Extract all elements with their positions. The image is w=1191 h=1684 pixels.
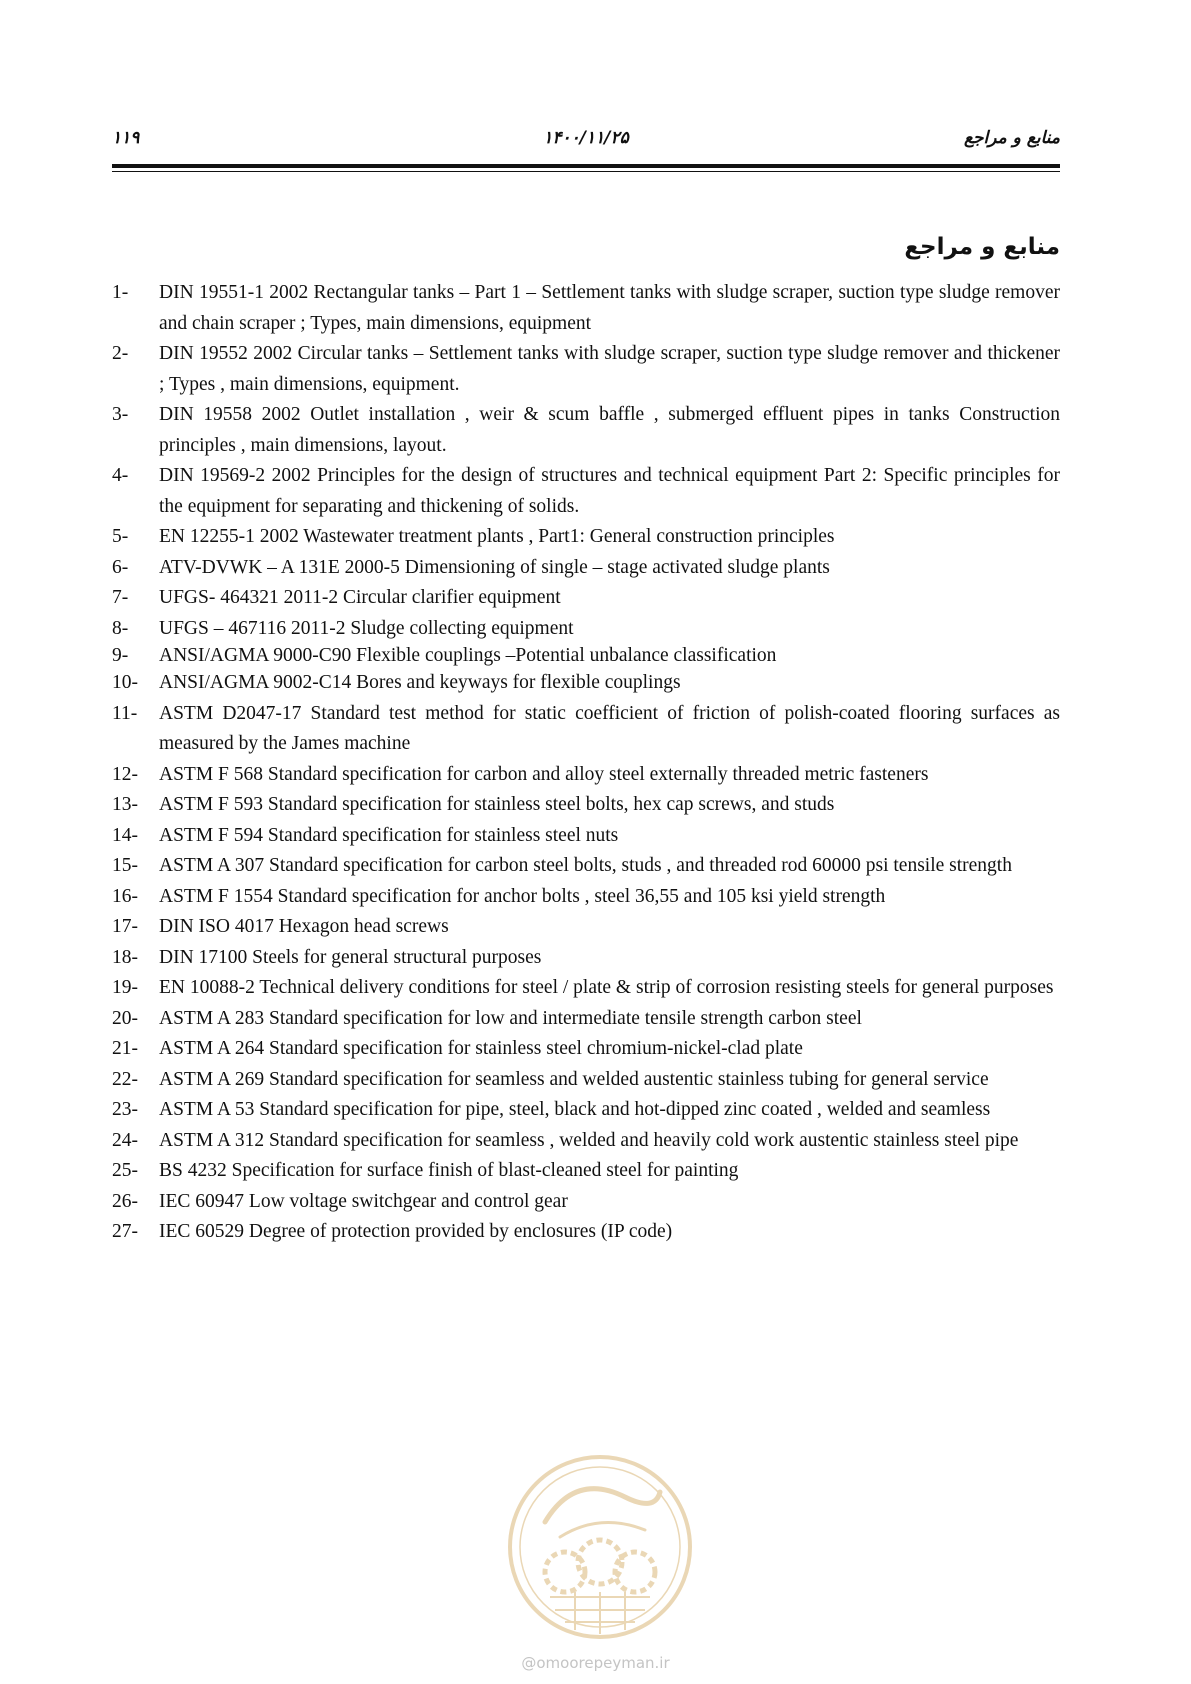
reference-number: 14- [112,824,138,846]
seal-grid [550,1592,650,1634]
reference-text: ASTM A 269 Standard specification for seamless and welded austentic stainless tubing for general service [159,1068,989,1090]
reference-number: 25- [112,1160,138,1181]
reference-number: 5- [112,526,129,547]
reference-text: ASTM F 568 Standard specification for carbon and alloy steel externally threaded metric fasteners [159,763,929,785]
reference-text: DIN ISO 4017 Hexagon head screws [159,916,449,937]
reference-item [112,1034,1060,1065]
reference-text: BS 4232 Specification for surface finish of blast-cleaned steel for painting [159,1160,739,1181]
reference-number: 11- [112,702,138,724]
reference-item [112,851,1060,882]
reference-item [112,1156,1060,1187]
reference-text: ASTM D2047-17 Standard test method for static coefficient of friction of polish-coated flooring surfaces as measured by the James machine [159,702,1060,754]
reference-text: ANSI/AGMA 9000-C90 Flexible couplings –Potential unbalance classification [159,645,777,666]
page-header [112,128,1060,156]
seal-script [545,1489,660,1522]
reference-number: 12- [112,763,138,785]
reference-item [112,461,1060,522]
reference-item [112,522,1060,553]
header-title: منابع و مراجع [963,128,1060,148]
reference-item [112,973,1060,1004]
reference-text: IEC 60947 Low voltage switchgear and control gear [159,1190,568,1212]
reference-text: EN 10088-2 Technical delivery conditions for steel / plate & strip of corrosion resisting steels for general purposes [159,977,1054,998]
reference-number: 24- [112,1129,138,1151]
reference-number: 10- [112,672,138,693]
reference-text: UFGS- 464321 2011-2 Circular clarifier equipment [159,587,561,608]
reference-list [112,278,1060,1248]
reference-item [112,1004,1060,1035]
reference-item [112,1065,1060,1096]
reference-item [112,400,1060,461]
reference-text: ASTM A 264 Standard specification for stainless steel chromium-nickel-clad plate [159,1038,803,1059]
reference-item [112,699,1060,760]
reference-item [112,1126,1060,1157]
reference-item [112,1187,1060,1218]
reference-number: 2- [112,343,129,364]
seal-script-stroke [560,1522,645,1537]
reference-text: EN 12255-1 2002 Wastewater treatment plants , Part1: General construction principles [159,526,835,547]
reference-text: DIN 19552 2002 Circular tanks – Settlement tanks with sludge scraper, suction type sludge remover and thickener ; Types , main dimensions, equipment. [159,343,1060,395]
reference-number: 27- [112,1221,138,1242]
reference-text: ASTM A 283 Standard specification for low and intermediate tensile strength carbon steel [159,1007,862,1029]
header-rule-thick [112,164,1060,168]
reference-text: ASTM F 594 Standard specification for stainless steel nuts [159,824,619,846]
reference-item [112,644,1060,668]
reference-number: 3- [112,404,129,425]
reference-text: UFGS – 467116 2011-2 Sludge collecting equipment [159,617,574,639]
reference-number: 22- [112,1068,138,1090]
reference-number: 21- [112,1038,138,1059]
reference-text: ASTM A 312 Standard specification for seamless , welded and heavily cold work austentic stainless steel pipe [159,1129,1019,1151]
reference-number: 1- [112,282,129,303]
reference-number: 7- [112,587,129,608]
reference-item [112,583,1060,614]
reference-text: DIN 19569-2 2002 Principles for the design of structures and technical equipment Part 2: Specific principles for the equipment for separating and thickening of solids. [159,465,1060,517]
reference-item [112,1217,1060,1248]
reference-text: DIN 17100 Steels for general structural purposes [159,946,542,968]
reference-item [112,821,1060,852]
reference-number: 9- [112,645,129,666]
reference-number: 26- [112,1190,138,1212]
reference-text: ASTM A 307 Standard specification for carbon steel bolts, studs , and threaded rod 60000 psi tensile strength [159,855,1012,876]
reference-item [112,1095,1060,1126]
section-title: منابع و مراجع [904,234,1060,260]
seal-logo-icon [505,1452,695,1642]
reference-item [112,614,1060,645]
reference-item [112,760,1060,791]
header-rule-thin [112,171,1060,172]
reference-number: 18- [112,946,138,968]
reference-text: ATV-DVWK – A 131E 2000-5 Dimensioning of single – stage activated sludge plants [159,556,830,578]
reference-number: 19- [112,977,138,998]
reference-text: IEC 60529 Degree of protection provided by enclosures (IP code) [159,1221,673,1242]
reference-text: DIN 19558 2002 Outlet installation , weir & scum baffle , submerged effluent pipes in tanks Construction principles , main dimensions, layout. [159,404,1060,456]
page-number: ۱۱۹ [112,128,140,148]
reference-item [112,882,1060,913]
reference-number: 17- [112,916,138,937]
reference-number: 4- [112,465,129,486]
reference-number: 20- [112,1007,138,1029]
reference-item [112,790,1060,821]
reference-number: 16- [112,885,138,907]
reference-item [112,912,1060,943]
reference-item [112,339,1060,400]
reference-text: ANSI/AGMA 9002-C14 Bores and keyways for flexible couplings [159,672,681,693]
watermark: @omoorepeyman.ir [521,1654,670,1672]
reference-item [112,278,1060,339]
header-date: ۱۴۰۰/۱۱/۲۵ [543,128,629,148]
reference-text: DIN 19551-1 2002 Rectangular tanks – Part 1 – Settlement tanks with sludge scraper, suction type sludge remover and chain scraper ; Types, main dimensions, equipment [159,282,1060,334]
reference-text: ASTM F 593 Standard specification for stainless steel bolts, hex cap screws, and studs [159,794,835,815]
reference-text: ASTM F 1554 Standard specification for anchor bolts , steel 36,55 and 105 ksi yield strength [159,885,886,907]
reference-item [112,553,1060,584]
reference-item [112,668,1060,699]
reference-number: 6- [112,556,129,578]
reference-item [112,943,1060,974]
reference-text: ASTM A 53 Standard specification for pipe, steel, black and hot-dipped zinc coated , welded and seamless [159,1099,991,1120]
reference-number: 13- [112,794,138,815]
reference-number: 8- [112,617,129,639]
reference-number: 23- [112,1099,138,1120]
reference-number: 15- [112,855,138,876]
